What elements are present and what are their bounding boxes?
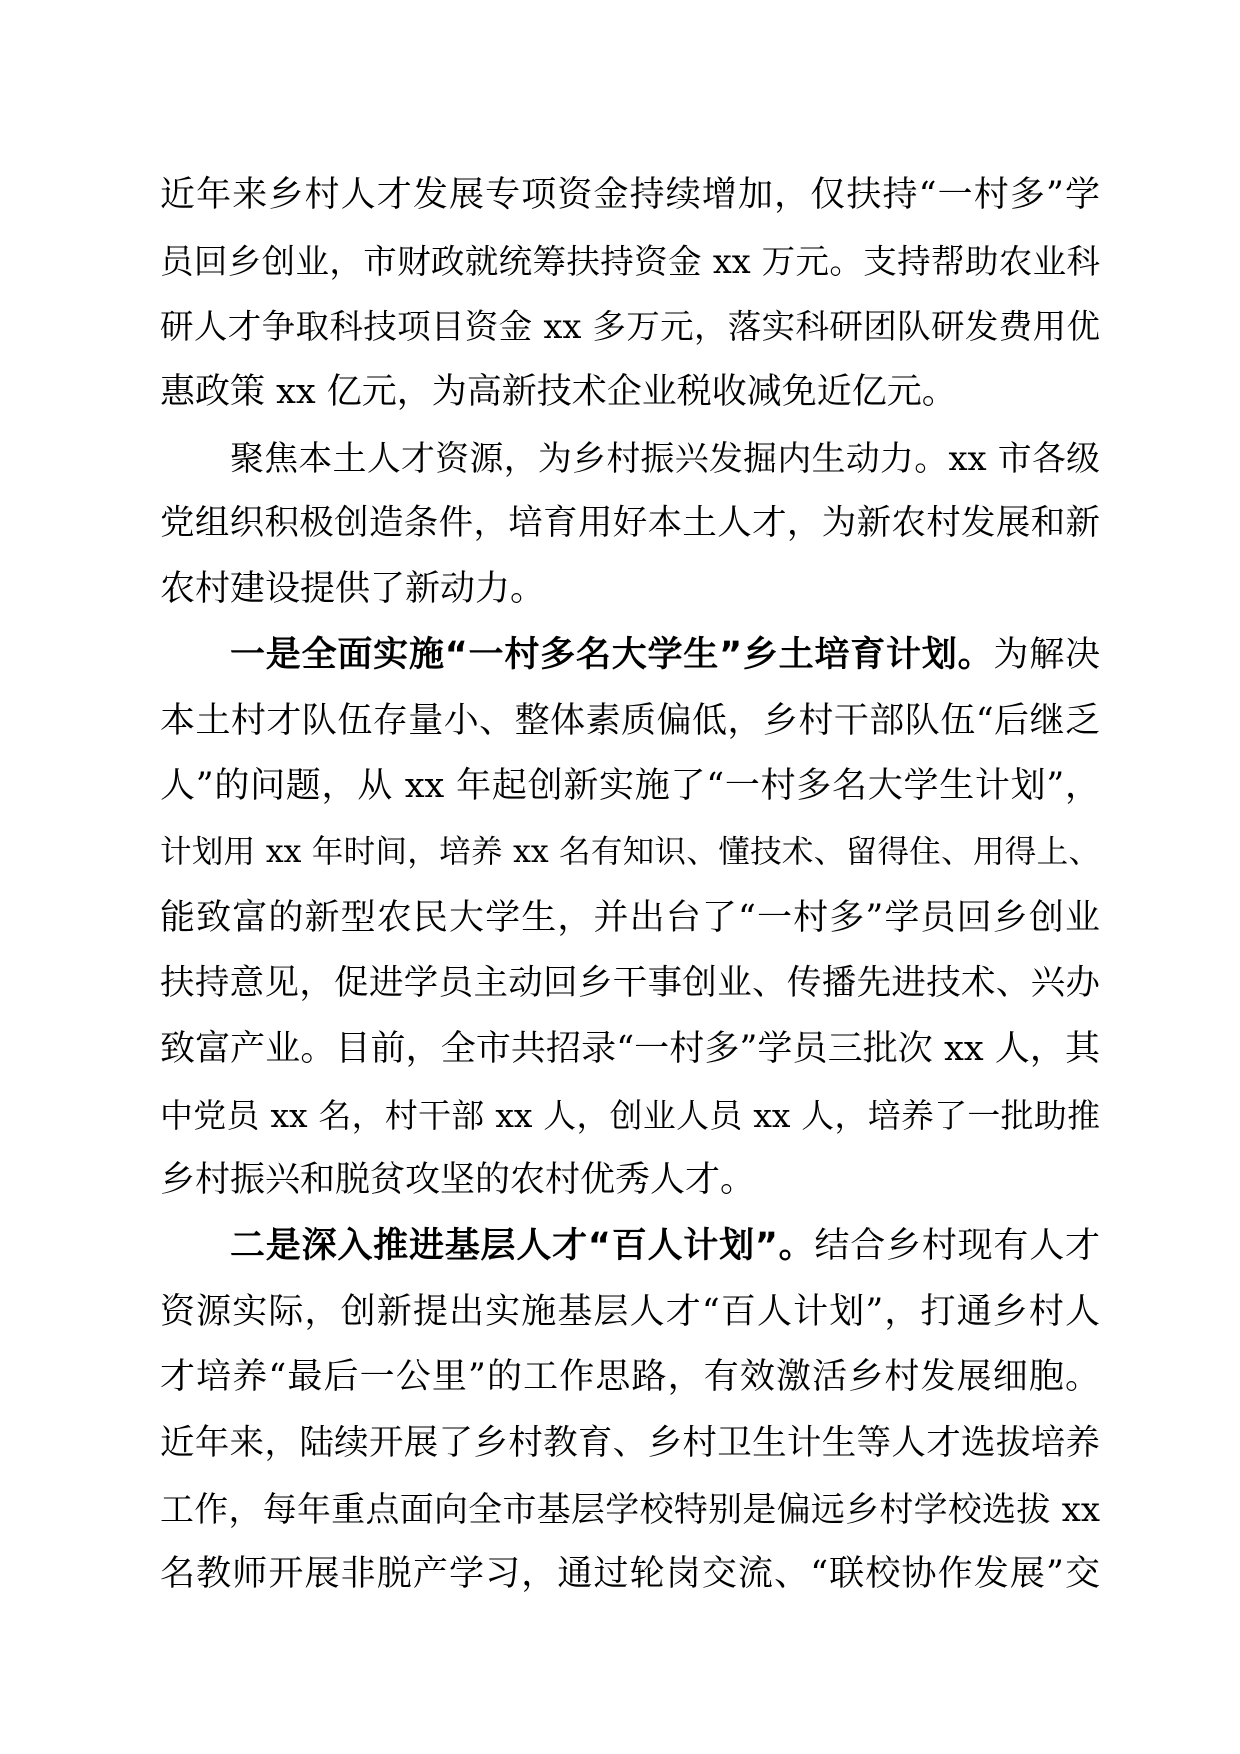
- text-line: 党组织积极创造条件，培育用好本土人才，为新农村发展和新: [160, 503, 1100, 544]
- text-line: 本土村才队伍存量小、整体素质偏低，乡村干部队伍“后继乏: [160, 700, 1100, 741]
- text-line: 员回乡创业，市财政就统筹扶持资金 xx 万元。支持帮助农业科: [160, 241, 1100, 281]
- text-line: 才培养“最后一公里”的工作思路，有效激活乡村发展细胞。: [160, 1357, 1100, 1398]
- text-line: 人”的问题，从 xx 年起创新实施了“一村多名大学生计划”，: [160, 766, 1100, 807]
- text-line: 工作，每年重点面向全市基层学校特别是偏远乡村学校选拔 xx: [160, 1489, 1100, 1529]
- text-line: 农村建设提供了新动力。: [160, 569, 546, 610]
- section-heading-1: 一是全面实施“一村多名大学生”乡土培育计划。: [230, 634, 994, 675]
- text-line: 致富产业。目前，全市共招录“一村多”学员三批次 xx 人，其: [160, 1028, 1100, 1069]
- document-body: [160, 163, 1100, 1608]
- text-line: 计划用 xx 年时间，培养 xx 名有知识、懂技术、留得住、用得上、: [160, 833, 1100, 870]
- text-line: 研人才争取科技项目资金 xx 多万元，落实科研团队研发费用优: [160, 307, 1100, 347]
- section-heading-2: 二是深入推进基层人才“百人计划”。: [230, 1226, 815, 1266]
- paragraph-start-line: 聚焦本土人才资源，为乡村振兴发掘内生动力。xx 市各级: [230, 438, 1100, 478]
- text-line: 能致富的新型农民大学生，并出台了“一村多”学员回乡创业: [160, 897, 1100, 938]
- paragraph-start-line: 二是深入推进基层人才“百人计划”。结合乡村现有人才: [230, 1226, 1100, 1266]
- text-line: 近年来乡村人才发展专项资金持续增加，仅扶持“一村多”学: [160, 175, 1100, 215]
- text-line: 乡村振兴和脱贫攻坚的农村优秀人才。: [160, 1160, 756, 1201]
- paragraph-start-line: 一是全面实施“一村多名大学生”乡土培育计划。为解决: [230, 634, 1100, 675]
- text-line: 中党员 xx 名，村干部 xx 人，创业人员 xx 人，培养了一批助推: [160, 1095, 1100, 1135]
- text-line: 资源实际，创新提出实施基层人才“百人计划”，打通乡村人: [160, 1291, 1100, 1332]
- text-line: 名教师开展非脱产学习，通过轮岗交流、“联校协作发展”交: [160, 1554, 1100, 1595]
- text-line: 近年来，陆续开展了乡村教育、乡村卫生计生等人才选拔培养: [160, 1423, 1100, 1464]
- text-line: 扶持意见，促进学员主动回乡干事创业、传播先进技术、兴办: [160, 963, 1100, 1004]
- text-line: 惠政策 xx 亿元，为高新技术企业税收减免近亿元。: [160, 372, 957, 413]
